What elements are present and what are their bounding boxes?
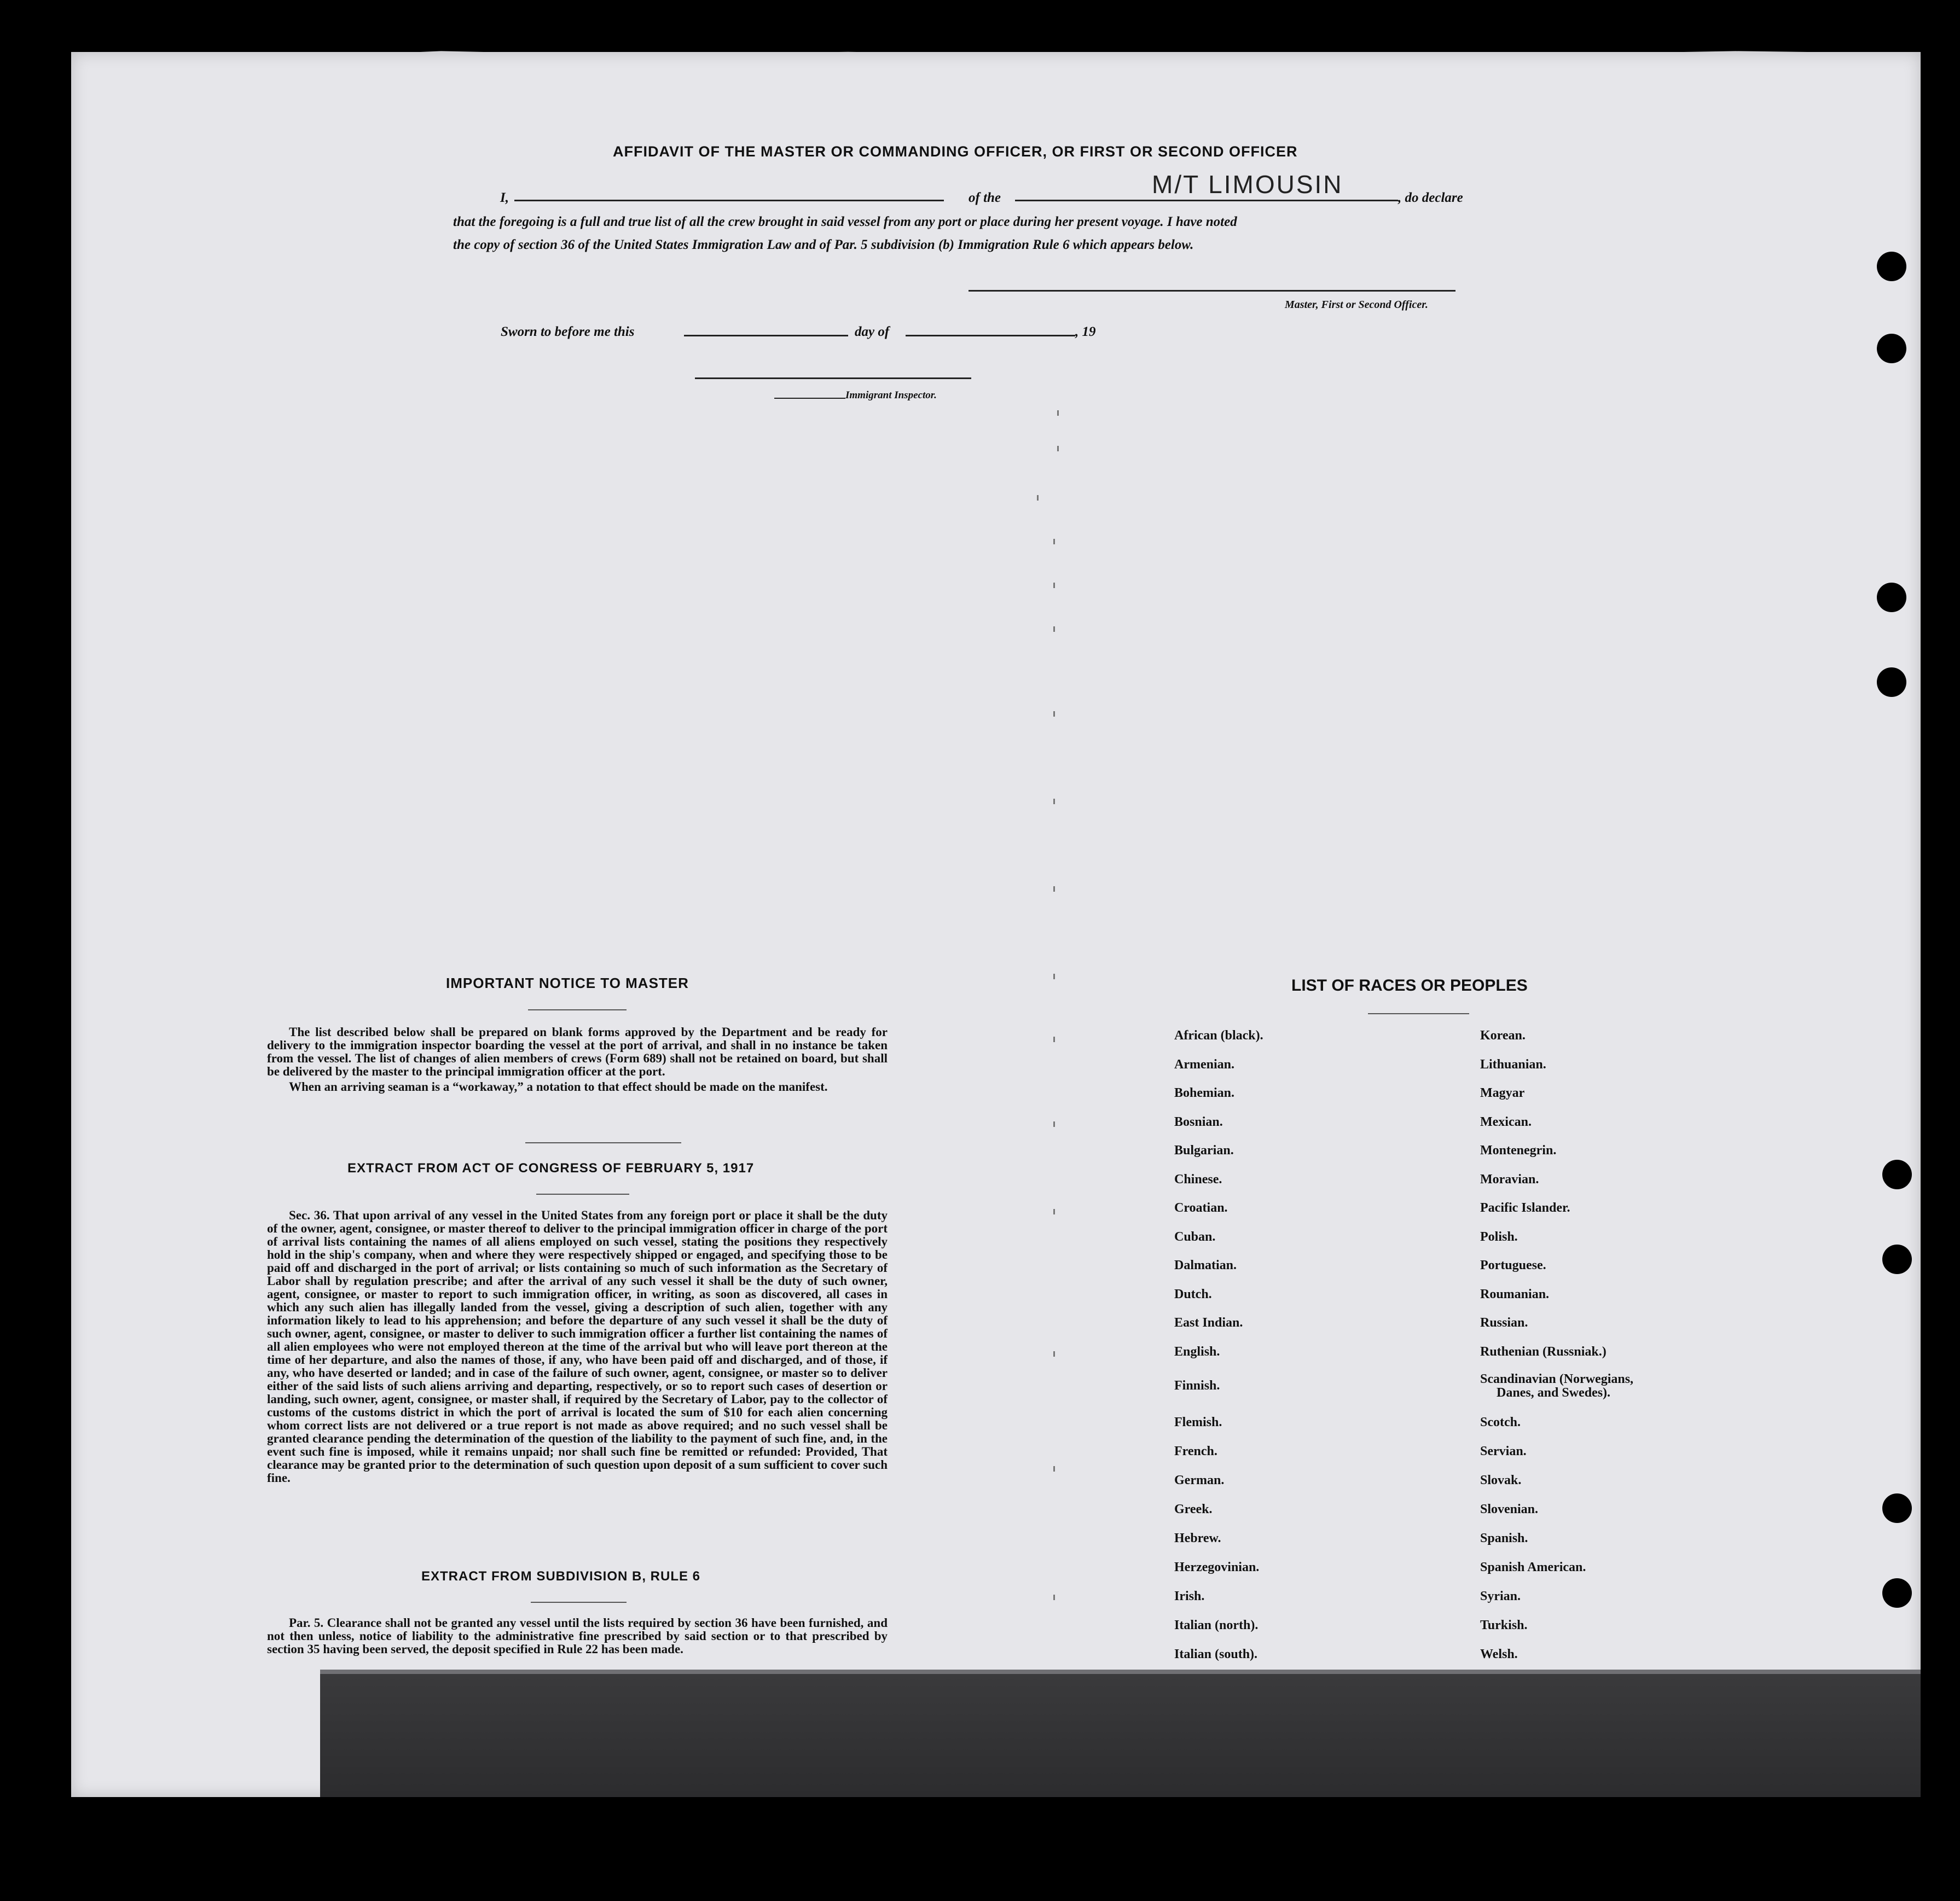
punch-hole — [1877, 252, 1906, 281]
race-item: French. — [1174, 1444, 1217, 1458]
notice-body — [267, 1026, 888, 1094]
race-item-continuation: Danes, and Swedes). — [1497, 1386, 1611, 1400]
notice-paragraph-1: The list described below shall be prepared on blank forms approved by the Department and be ready for delivery to the immigration inspector boarding the vessel at the port of arrival, and shall in no instance be taken from the vessel. The list of changes of alien members of crews (Form 689) shall not be retained on board, but shall be delivered by the master to the principal immigration officer at the port. — [267, 1025, 888, 1078]
center-fleck — [1053, 1121, 1055, 1127]
race-item: Scotch. — [1480, 1415, 1521, 1429]
affidavit-title: AFFIDAVIT OF THE MASTER OR COMMANDING OFFICER, OR FIRST OR SECOND OFFICER — [613, 143, 1298, 160]
race-item: Spanish American. — [1480, 1560, 1586, 1574]
race-item: Russian. — [1480, 1316, 1528, 1330]
race-item: Roumanian. — [1480, 1287, 1550, 1301]
punch-hole — [1882, 1493, 1912, 1523]
extract-rule-title: EXTRACT FROM SUBDIVISION B, RULE 6 — [421, 1569, 701, 1584]
race-item: Bulgarian. — [1174, 1143, 1234, 1158]
race-item: Korean. — [1480, 1028, 1526, 1043]
races-title-rule — [1368, 1013, 1469, 1014]
vessel-name-stamp: M/T LIMOUSIN — [1152, 170, 1343, 199]
race-item: Spanish. — [1480, 1531, 1528, 1545]
race-item: Flemish. — [1174, 1415, 1222, 1429]
race-item: Montenegrin. — [1480, 1143, 1557, 1158]
sworn-month-line — [906, 335, 1075, 336]
race-item: Moravian. — [1480, 1172, 1539, 1187]
affidavit-declare-label: , do declare — [1398, 190, 1463, 205]
center-fleck — [1053, 711, 1055, 717]
race-item: Finnish. — [1174, 1379, 1220, 1393]
notice-paragraph-2: When an arriving seaman is a “workaway,” a notation to that effect should be made on the manifest. — [289, 1080, 828, 1094]
race-item: Italian (south). — [1174, 1647, 1258, 1661]
inspector-label: Immigrant Inspector. — [845, 389, 937, 401]
extract-act-title: EXTRACT FROM ACT OF CONGRESS OF FEBRUARY 5, 1917 — [347, 1161, 755, 1176]
race-item: Bosnian. — [1174, 1115, 1223, 1129]
affidavit-i-label: I, — [500, 190, 509, 205]
notice-title-rule — [528, 1009, 627, 1010]
race-item: Armenian. — [1174, 1057, 1234, 1072]
inspector-short-line — [774, 398, 845, 399]
extract-rule-body — [267, 1617, 888, 1656]
race-item: Mexican. — [1480, 1115, 1532, 1129]
extract-act-rule — [536, 1194, 629, 1195]
center-fleck — [1053, 886, 1055, 892]
master-signature-label: Master, First or Second Officer. — [1285, 299, 1428, 311]
race-item: Lithuanian. — [1480, 1057, 1546, 1072]
race-item: German. — [1174, 1473, 1225, 1487]
race-item: Greek. — [1174, 1502, 1213, 1516]
race-item: Servian. — [1480, 1444, 1527, 1458]
affidavit-line-2: that the foregoing is a full and true list of all the crew brought in said vessel from any port or place during her present voyage. I have noted — [453, 214, 1237, 229]
race-item: Turkish. — [1480, 1618, 1528, 1632]
center-fleck — [1053, 974, 1055, 979]
race-item: Welsh. — [1480, 1647, 1518, 1661]
vessel-blank-line — [1015, 200, 1398, 201]
punch-hole — [1877, 334, 1906, 363]
race-item: Bohemian. — [1174, 1086, 1235, 1100]
race-item: African (black). — [1174, 1028, 1263, 1043]
center-fleck — [1053, 1209, 1055, 1214]
race-item: Cuban. — [1174, 1230, 1216, 1244]
race-item: Pacific Islander. — [1480, 1201, 1570, 1215]
center-fleck — [1053, 1595, 1055, 1600]
center-fleck — [1057, 446, 1059, 451]
center-fleck — [1053, 1037, 1055, 1042]
center-fleck — [1053, 1466, 1055, 1472]
center-fleck — [1053, 799, 1055, 804]
race-item: Portuguese. — [1480, 1258, 1546, 1272]
center-fleck — [1053, 539, 1055, 544]
master-signature-line — [969, 290, 1455, 292]
center-fleck — [1053, 1351, 1055, 1357]
sworn-day-of: day of — [855, 324, 890, 339]
race-item: East Indian. — [1174, 1316, 1243, 1330]
center-fleck — [1057, 410, 1059, 416]
race-item: Scandinavian (Norwegians, — [1480, 1372, 1634, 1386]
inspector-signature-line — [695, 377, 971, 379]
race-item: Croatian. — [1174, 1201, 1228, 1215]
notice-title: IMPORTANT NOTICE TO MASTER — [446, 975, 689, 991]
sworn-year: , 19 — [1075, 324, 1096, 339]
punch-hole — [1882, 1578, 1912, 1608]
punch-hole — [1877, 667, 1906, 697]
race-item: Slovak. — [1480, 1473, 1522, 1487]
extract-act-body — [267, 1209, 888, 1485]
center-fleck — [1053, 626, 1055, 632]
race-item: Dutch. — [1174, 1287, 1212, 1301]
race-item: Magyar — [1480, 1086, 1525, 1100]
race-item: Hebrew. — [1174, 1531, 1221, 1545]
race-item: Syrian. — [1480, 1589, 1521, 1603]
race-item: Herzegovinian. — [1174, 1560, 1260, 1574]
dark-overlay-strip — [320, 1674, 1921, 1797]
par-5-text: Par. 5. Clearance shall not be granted any vessel until the lists required by section 36 have been furnished, and not then unless, notice of liability to the administrative fine prescribed by said section or to that prescribed by section 35 having been served, the deposit specified in Rule 22 has been made. — [267, 1616, 888, 1656]
affidavit-of-the-label: of the — [969, 190, 1001, 205]
punch-hole — [1882, 1160, 1912, 1189]
race-item: Italian (north). — [1174, 1618, 1259, 1632]
race-item: Polish. — [1480, 1230, 1518, 1244]
affidavit-line-3: the copy of section 36 of the United States Immigration Law and of Par. 5 subdivision (b) Immigration Rule 6 which appears below. — [453, 237, 1194, 252]
center-fleck — [1037, 495, 1039, 501]
race-item: Irish. — [1174, 1589, 1205, 1603]
race-item: Slovenian. — [1480, 1502, 1539, 1516]
race-item: Ruthenian (Russniak.) — [1480, 1345, 1607, 1359]
race-item: Dalmatian. — [1174, 1258, 1237, 1272]
section-36-text: Sec. 36. That upon arrival of any vessel in the United States from any foreign port or place it shall be the duty of the owner, agent, consignee, or master thereof to deliver to the principal immigration officer in charge of the port of arrival lists containing the names of all aliens employed on such vessel, stating the positions they respectively hold in the ship's company, when and where they were respectively shipped or engaged, and specifying those to be paid off and discharged in the port of arrival; or lists containing so much of such information as the Secretary of Labor shall by regulation prescribe; and after the arrival of any such vessel it shall be the duty of such owner, agent, consignee, or master to report to such immigration officer, in writing, as soon as discovered, all cases in which any such alien has illegally landed from the vessel, giving a description of such alien, together with any information likely to lead to his apprehension; and before the departure of any such vessel it shall be the duty of such owner, agent, consignee, or master to deliver to such immigration officer a further list containing the names of all alien employees who were not employed thereon at the time of the arrival but who will leave port thereon at the time of her departure, and also the names of those, if any, who have been paid off and discharged, and of those, if any, who have deserted or landed; and in case of the failure of such owner, agent, consignee, or master so to deliver either of the said lists of such aliens arriving and departing, respectively, or so to report such cases of desertion or landing, such owner, agent, consignee, or master shall, if required by the Secretary of Labor, pay to the collector of customs of the customs district in which the port of arrival is located the sum of $10 for each alien concerning whom correct lists are not delivered or a true report is not made as above required; and no such vessel shall be granted clearance pending the determination of the question of the liability to the payment of such fine, and, in the event such fine is imposed, while it remains unpaid; nor shall such fine be remitted or refunded: Provided, That clearance may be granted prior to the determination of such question upon deposit of a sum sufficient to cover such fine. — [267, 1208, 888, 1485]
sworn-day-line — [684, 335, 848, 336]
name-blank-line — [514, 200, 944, 201]
races-title: LIST OF RACES OR PEOPLES — [1291, 976, 1528, 995]
sworn-prefix: Sworn to before me this — [501, 324, 635, 339]
punch-hole — [1882, 1245, 1912, 1274]
section-divider — [525, 1142, 681, 1143]
race-item: English. — [1174, 1345, 1220, 1359]
race-item: Chinese. — [1174, 1172, 1222, 1187]
extract-rule-rule — [531, 1602, 627, 1603]
center-fleck — [1053, 583, 1055, 588]
punch-hole — [1877, 583, 1906, 612]
document-page — [71, 52, 1921, 1797]
